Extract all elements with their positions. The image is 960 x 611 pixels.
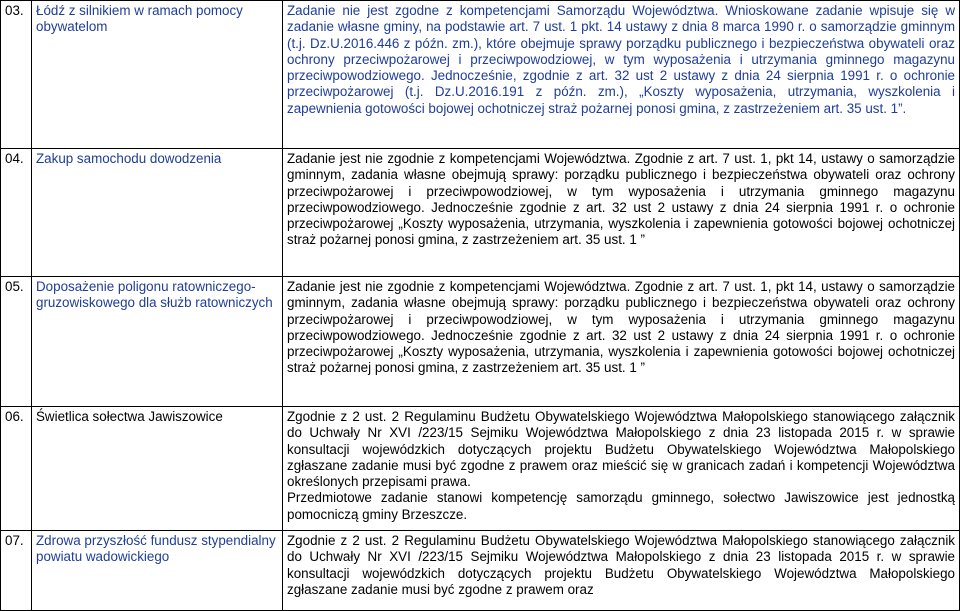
task-title: Świetlica sołectwa Jawiszowice [32, 407, 283, 531]
task-justification [283, 407, 960, 531]
task-justification: Zadanie jest nie zgodnie z kompetencjami Województwa. Zgodnie z art. 7 ust. 1, pkt 14, ustawy o samorządzie gminnym, zadania własne obejmują sprawy: porządku publicznego i bezpieczeństwa obywateli oraz ochrony przeciwpożarowej i przeciwpowodziowej, w tym wyposażenia i utrzymania gminnego magazynu przeciwpowodziowego. Jednocześnie zgodnie z art. 32 ust 2 ustawy z dnia 24 sierpnia 1991 r. o ochronie przeciwpożarowej „Koszty wyposażenia, utrzymania, wyszkolenia i zapewnienia gotowości bojowej ochotniczej straż pożarnej ponosi gmina, z zastrzeżeniem art. 35 ust. 1 ” [283, 149, 960, 277]
task-title: Zakup samochodu dowodzenia [32, 149, 283, 277]
table-row [1, 1, 960, 149]
task-title: Zdrowa przyszłość fundusz stypendialny powiatu wadowickiego [32, 531, 283, 611]
justification-paragraph: Przedmiotowe zadanie stanowi kompetencję samorządu gminnego, sołectwo Jawiszowice jest jednostką pomocniczą gminy Brzeszcze. [287, 490, 955, 522]
task-justification: Zgodnie z 2 ust. 2 Regulaminu Budżetu Obywatelskiego Województwa Małopolskiego stanowiącego załącznik do Uchwały Nr XVI /223/15 Sejmiku Województwa Małopolskiego z dnia 23 listopada 2015 r. w sprawie konsultacji wojewódzkich dotyczących projektu Budżetu Obywatelskiego Województwa Małopolskiego zgłaszane zadanie musi być zgodne z prawem oraz [283, 531, 960, 611]
task-title: Łódź z silnikiem w ramach pomocy obywatelom [32, 1, 283, 149]
task-justification: Zadanie nie jest zgodne z kompetencjami Samorządu Województwa. Wnioskowane zadanie wpisuje się w zadanie własne gminy, na podstawie art. 7 ust. 1 pkt. 14 ustawy z dnia 8 marca 1990 r. o samorządzie gminnym (t.j. Dz.U.2016.446 z późn. zm.), które obejmuje sprawy porządku publicznego i bezpieczeństwa obywateli oraz ochrony przeciwpożarowej i przeciwpowodziowej, w tym wyposażenia i utrzymania gminnego magazynu przeciwpowodziowego. Jednocześnie, zgodnie z art. 32 ust 2 ustawy z dnia 24 sierpnia 1991 r. o ochronie przeciwpożarowej (t.j. Dz.U.2016.191 z późn. zm.), „Koszty wyposażenia, utrzymania, wyszkolenia i zapewnienia gotowości bojowej ochotniczej straż pożarnej ponosi gmina, z zastrzeżeniem art. 35 ust. 1”. [283, 1, 960, 149]
table-row [1, 149, 960, 277]
table-row [1, 407, 960, 531]
row-number: 06. [1, 407, 32, 531]
justification-paragraph: Zgodnie z 2 ust. 2 Regulaminu Budżetu Obywatelskiego Województwa Małopolskiego stanowiącego załącznik do Uchwały Nr XVI /223/15 Sejmiku Województwa Małopolskiego z dnia 23 listopada 2015 r. w sprawie konsultacji wojewódzkich dotyczących projektu Budżetu Obywatelskiego Województwa Małopolskiego zgłaszane zadanie musi być zgodne z prawem oraz mieścić się w granicach zadań i kompetencji Województwa określonych przepisami prawa. [287, 409, 955, 490]
row-number: 07. [1, 531, 32, 611]
table-row [1, 277, 960, 407]
task-justification: Zadanie jest nie zgodnie z kompetencjami Województwa. Zgodnie z art. 7 ust. 1, pkt 14, ustawy o samorządzie gminnym, zadania własne obejmują sprawy: porządku publicznego i bezpieczeństwa obywateli oraz ochrony przeciwpożarowej i przeciwpowodziowej, w tym wyposażenia i utrzymania gminnego magazynu przeciwpowodziowego. Jednocześnie zgodnie z art. 32 ust 2 ustawy z dnia 24 sierpnia 1991 r. o ochronie przeciwpożarowej „Koszty wyposażenia, utrzymania, wyszkolenia i zapewnienia gotowości bojowej ochotniczej straż pożarnej ponosi gmina, z zastrzeżeniem art. 35 ust. 1 ” [283, 277, 960, 407]
task-title: Doposażenie poligonu ratowniczego-gruzowiskowego dla służb ratowniczych [32, 277, 283, 407]
row-number: 03. [1, 1, 32, 149]
table-row [1, 531, 960, 611]
row-number: 05. [1, 277, 32, 407]
row-number: 04. [1, 149, 32, 277]
